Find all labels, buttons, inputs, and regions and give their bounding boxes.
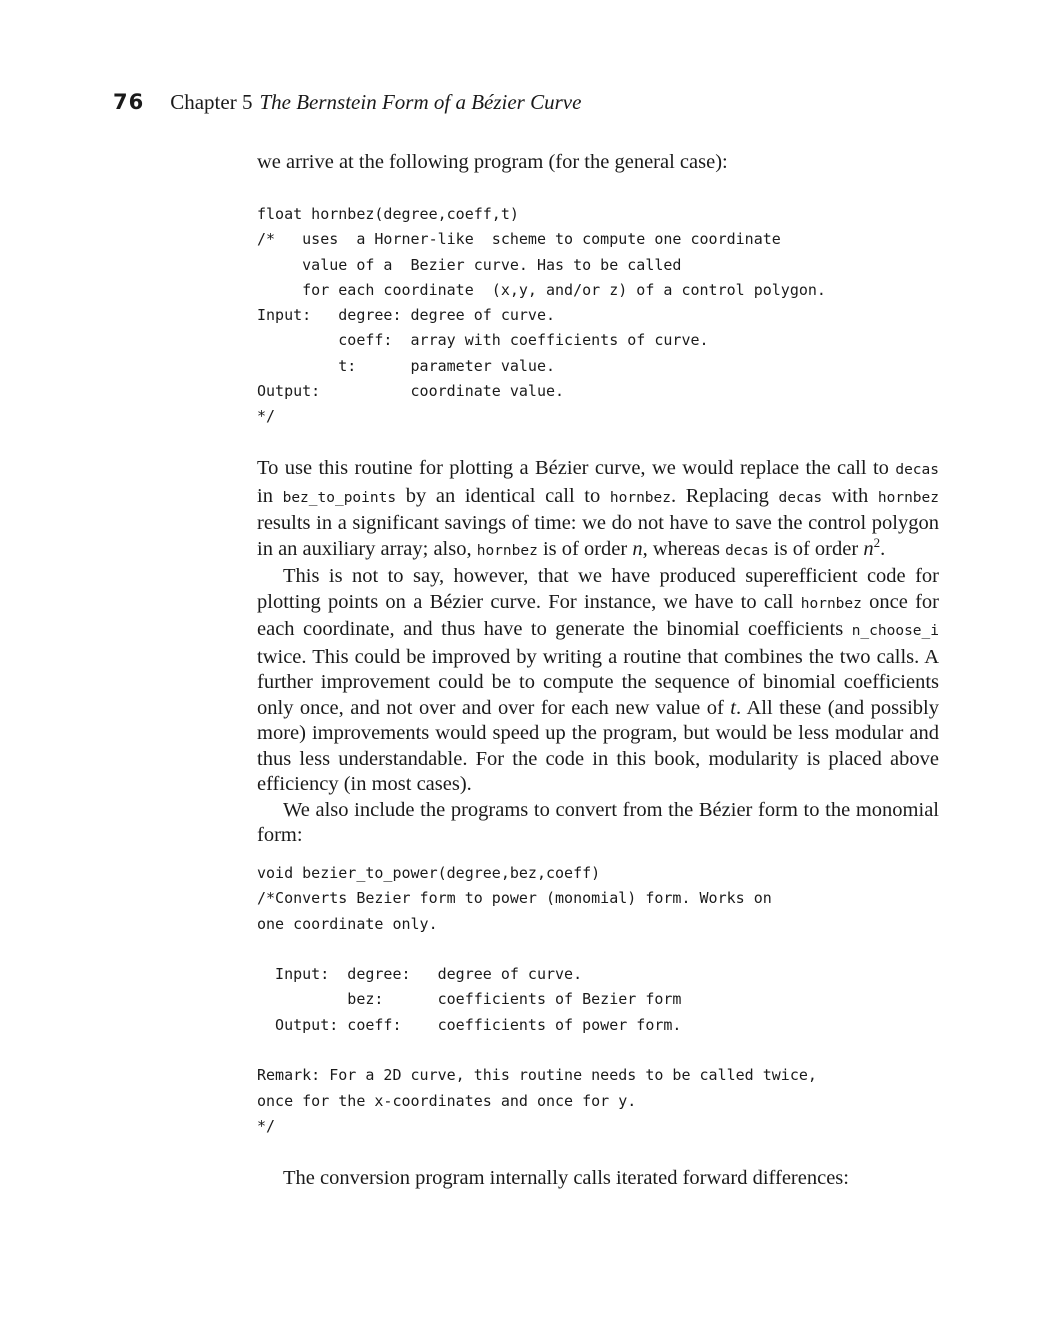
text-run: is of order: [537, 537, 633, 560]
inline-code: hornbez: [800, 595, 862, 612]
inline-code: decas: [778, 489, 823, 506]
text-run: in: [257, 484, 283, 507]
intro-text: we arrive at the following program (for the general case):: [257, 151, 728, 173]
code-line: /* uses a Horner-like scheme to compute one coordinate: [257, 230, 781, 249]
page-number: 76: [113, 90, 145, 114]
code-line: t: parameter value.: [257, 356, 556, 375]
code-line: Input: degree: degree of curve.: [257, 965, 583, 984]
closing-paragraph: [257, 1166, 939, 1192]
code-line: /*Converts Bezier form to power (monomial) form. Works on: [257, 889, 772, 908]
inline-code: decas: [725, 542, 769, 559]
code-blank-line: [257, 937, 817, 962]
inline-code: n_choose_i: [851, 623, 939, 639]
superscript: 2: [873, 534, 881, 550]
running-head: [113, 90, 581, 115]
paragraph-efficiency: [257, 564, 939, 798]
text-run: . Replacing: [670, 484, 779, 507]
inline-code: decas: [895, 462, 939, 478]
inline-code: hornbez: [877, 489, 939, 506]
code-line: value of a Bezier curve. Has to be called: [257, 255, 682, 274]
math-variable: t: [730, 696, 736, 719]
code-line: coeff: array with coefficients of curve.: [257, 331, 709, 350]
code-line: once for the x-coordinates and once for y.: [257, 1091, 637, 1110]
code-line: Output: coeff: coefficients of power form.: [257, 1015, 682, 1034]
text-run: . All these (and possibly more) improvements would speed up the program, but would be less modular and thus less understandable. For the code in this book, modularity is placed above efficiency (in most cases).: [257, 696, 939, 795]
text-run: is of order: [768, 537, 864, 560]
text-run: .: [880, 537, 886, 560]
code-block-hornbez: [257, 202, 826, 430]
code-line: Output: coordinate value.: [257, 382, 565, 401]
inline-code: hornbez: [476, 542, 538, 559]
code-line: float hornbez(degree,coeff,t): [257, 205, 519, 223]
text-run: once for each coordinate, and thus have to generate the binomial coefficients: [257, 590, 939, 640]
math-variable: n: [863, 537, 874, 560]
code-line: */: [257, 407, 276, 426]
text-run: This is not to say, however, that we have produced superefficient code for plotting points on a Bézier curve. For instance, we have to call: [257, 565, 939, 613]
code-line: Remark: For a 2D curve, this routine needs to be called twice,: [257, 1066, 817, 1085]
chapter-label: Chapter 5: [170, 90, 253, 114]
code-line: Input: degree: degree of curve.: [257, 306, 556, 325]
paragraph-conversion-intro: We also include the programs to convert from the Bézier form to the monomial form:: [257, 798, 939, 846]
code-line: void bezier_to_power(degree,bez,coeff): [257, 864, 601, 882]
body-text: [257, 456, 939, 849]
code-line: bez: coefficients of Bezier form: [257, 990, 682, 1009]
text-run: with: [822, 484, 878, 507]
inline-code: hornbez: [609, 489, 671, 506]
paragraph-routine-usage: [257, 456, 939, 564]
code-line: one coordinate only.: [257, 914, 438, 933]
closing-text: The conversion program internally calls iterated forward differences:: [283, 1167, 849, 1189]
text-run: To use this routine for plotting a Bézier curve, we would replace the call to: [257, 457, 896, 479]
math-variable: n: [632, 537, 643, 560]
code-block-bezier-to-power: [257, 861, 817, 1139]
text-run: , whereas: [642, 537, 726, 560]
code-blank-line: [257, 1038, 817, 1063]
intro-paragraph: [257, 150, 939, 176]
inline-code: bez_to_points: [282, 489, 397, 506]
chapter-title: The Bernstein Form of a Bézier Curve: [259, 90, 582, 114]
text-run: twice. This could be improved by writing a routine that combines the two calls. A further improvement could be to compute the sequence of binomial coefficients only once, and not over and over for each new value of: [257, 645, 939, 719]
code-line: */: [257, 1116, 276, 1135]
text-run: by an identical call to: [396, 484, 610, 507]
text-run: results in a significant savings of time: we do not have to save the control polygon in an auxiliary array; also,: [257, 512, 939, 560]
code-line: for each coordinate (x,y, and/or z) of a control polygon.: [257, 280, 826, 299]
